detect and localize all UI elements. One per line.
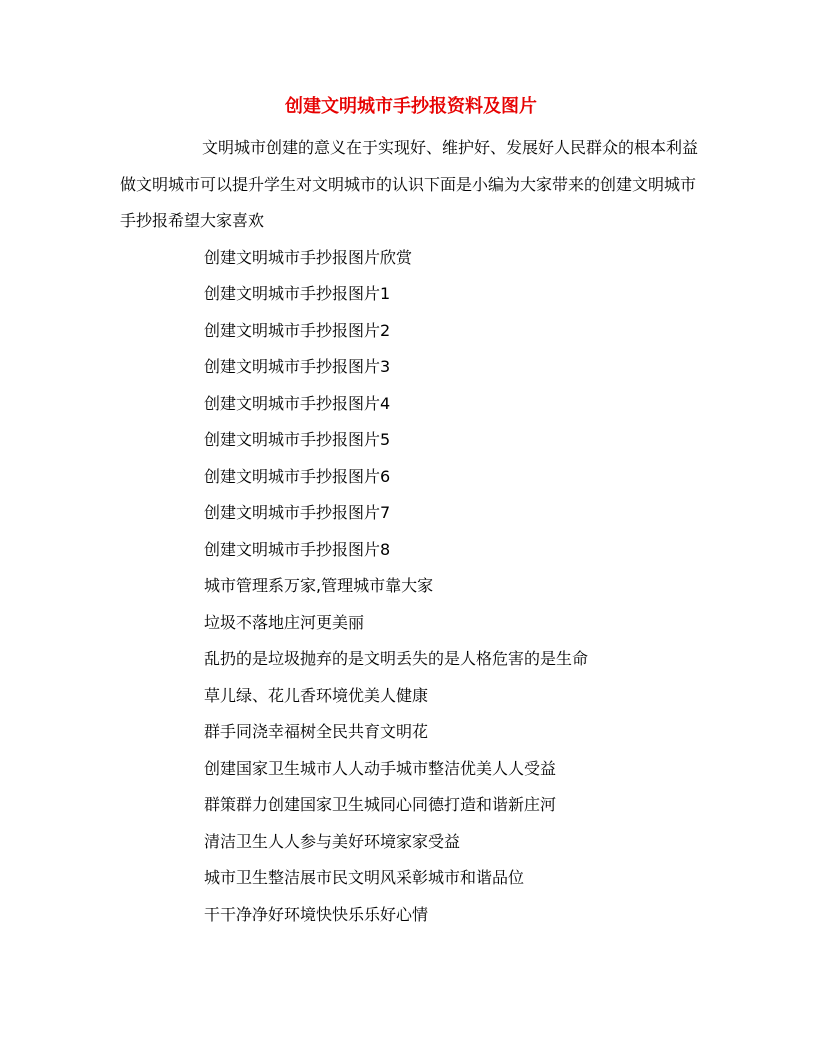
intro-paragraph: 文明城市创建的意义在于实现好、维护好、发展好人民群众的根本利益做文明城市可以提升学生对文明城市的认识下面是小编为大家带来的创建文明城市手抄报希望大家喜欢 <box>120 138 699 230</box>
list-item: 城市管理系万家,管理城市靠大家 <box>204 576 434 595</box>
list-item: 群策群力创建国家卫生城同心同德打造和谐新庄河 <box>204 795 557 814</box>
list-item: 创建文明城市手抄报图片2 <box>204 320 391 340</box>
list-item: 创建文明城市手抄报图片4 <box>204 393 391 413</box>
list-item: 创建文明城市手抄报图片3 <box>204 357 391 376</box>
content-lines <box>120 240 696 934</box>
list-item: 创建国家卫生城市人人动手城市整洁优美人人受益 <box>204 758 557 778</box>
list-item: 垃圾不落地庄河更美丽 <box>204 612 365 632</box>
list-item: 草儿绿、花儿香环境优美人健康 <box>204 685 429 705</box>
list-item: 乱扔的是垃圾抛弃的是文明丢失的是人格危害的是生命 <box>204 649 589 668</box>
list-item: 创建文明城市手抄报图片7 <box>204 503 391 522</box>
list-item: 创建文明城市手抄报图片5 <box>204 430 391 449</box>
list-item: 创建文明城市手抄报图片6 <box>204 466 391 486</box>
page-title: 创建文明城市手抄报资料及图片 <box>285 96 537 117</box>
list-item: 城市卫生整洁展市民文明风采彰城市和谐品位 <box>204 868 525 887</box>
list-item: 创建文明城市手抄报图片8 <box>204 539 391 559</box>
list-item: 创建文明城市手抄报图片1 <box>204 284 391 303</box>
list-item: 创建文明城市手抄报图片欣赏 <box>204 247 413 267</box>
list-item: 群手同浇幸福树全民共育文明花 <box>204 722 429 741</box>
list-item: 清洁卫生人人参与美好环境家家受益 <box>204 831 461 851</box>
list-item: 干干净净好环境快快乐乐好心情 <box>204 904 429 924</box>
